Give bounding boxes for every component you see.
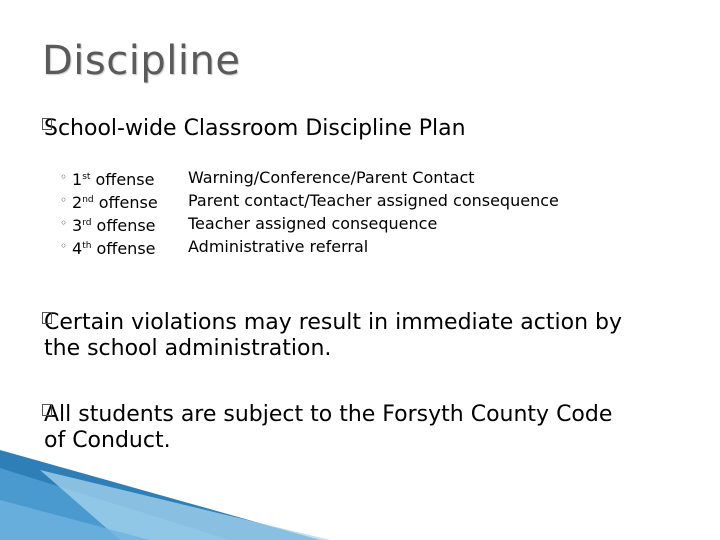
bullet-text-line-2: the school administration.: [44, 336, 332, 361]
circle-bullet-icon: ◦: [60, 193, 68, 207]
corner-decoration: [0, 450, 720, 540]
offense-action: Administrative referral: [188, 237, 369, 256]
square-bullet-icon: [42, 404, 52, 416]
bullet-school-wide-plan: [44, 116, 466, 142]
circle-bullet-icon: ◦: [60, 239, 68, 253]
offense-action: Parent contact/Teacher assigned consequence: [188, 191, 559, 210]
offense-label: 1st offense: [72, 170, 155, 189]
offense-action: Teacher assigned consequence: [188, 214, 438, 233]
slide-title: Discipline: [42, 38, 241, 84]
bullet-text-line-1: All students are subject to the Forsyth County Code: [44, 402, 613, 427]
bullet-forsyth-code: [44, 402, 612, 454]
bullet-text-line-1: Certain violations may result in immediate action by: [44, 310, 623, 335]
circle-bullet-icon: ◦: [60, 170, 68, 184]
bullet-certain-violations: [44, 310, 622, 362]
offense-label: 4th offense: [72, 239, 156, 258]
square-bullet-icon: [42, 312, 52, 324]
square-bullet-icon: [42, 118, 52, 130]
bullet-text-line-2: of Conduct.: [44, 428, 171, 453]
offense-label: 3rd offense: [72, 216, 156, 235]
bullet-text: School-wide Classroom Discipline Plan: [44, 116, 466, 141]
circle-bullet-icon: ◦: [60, 216, 68, 230]
offense-label: 2nd offense: [72, 193, 158, 212]
offense-action: Warning/Conference/Parent Contact: [188, 168, 475, 187]
